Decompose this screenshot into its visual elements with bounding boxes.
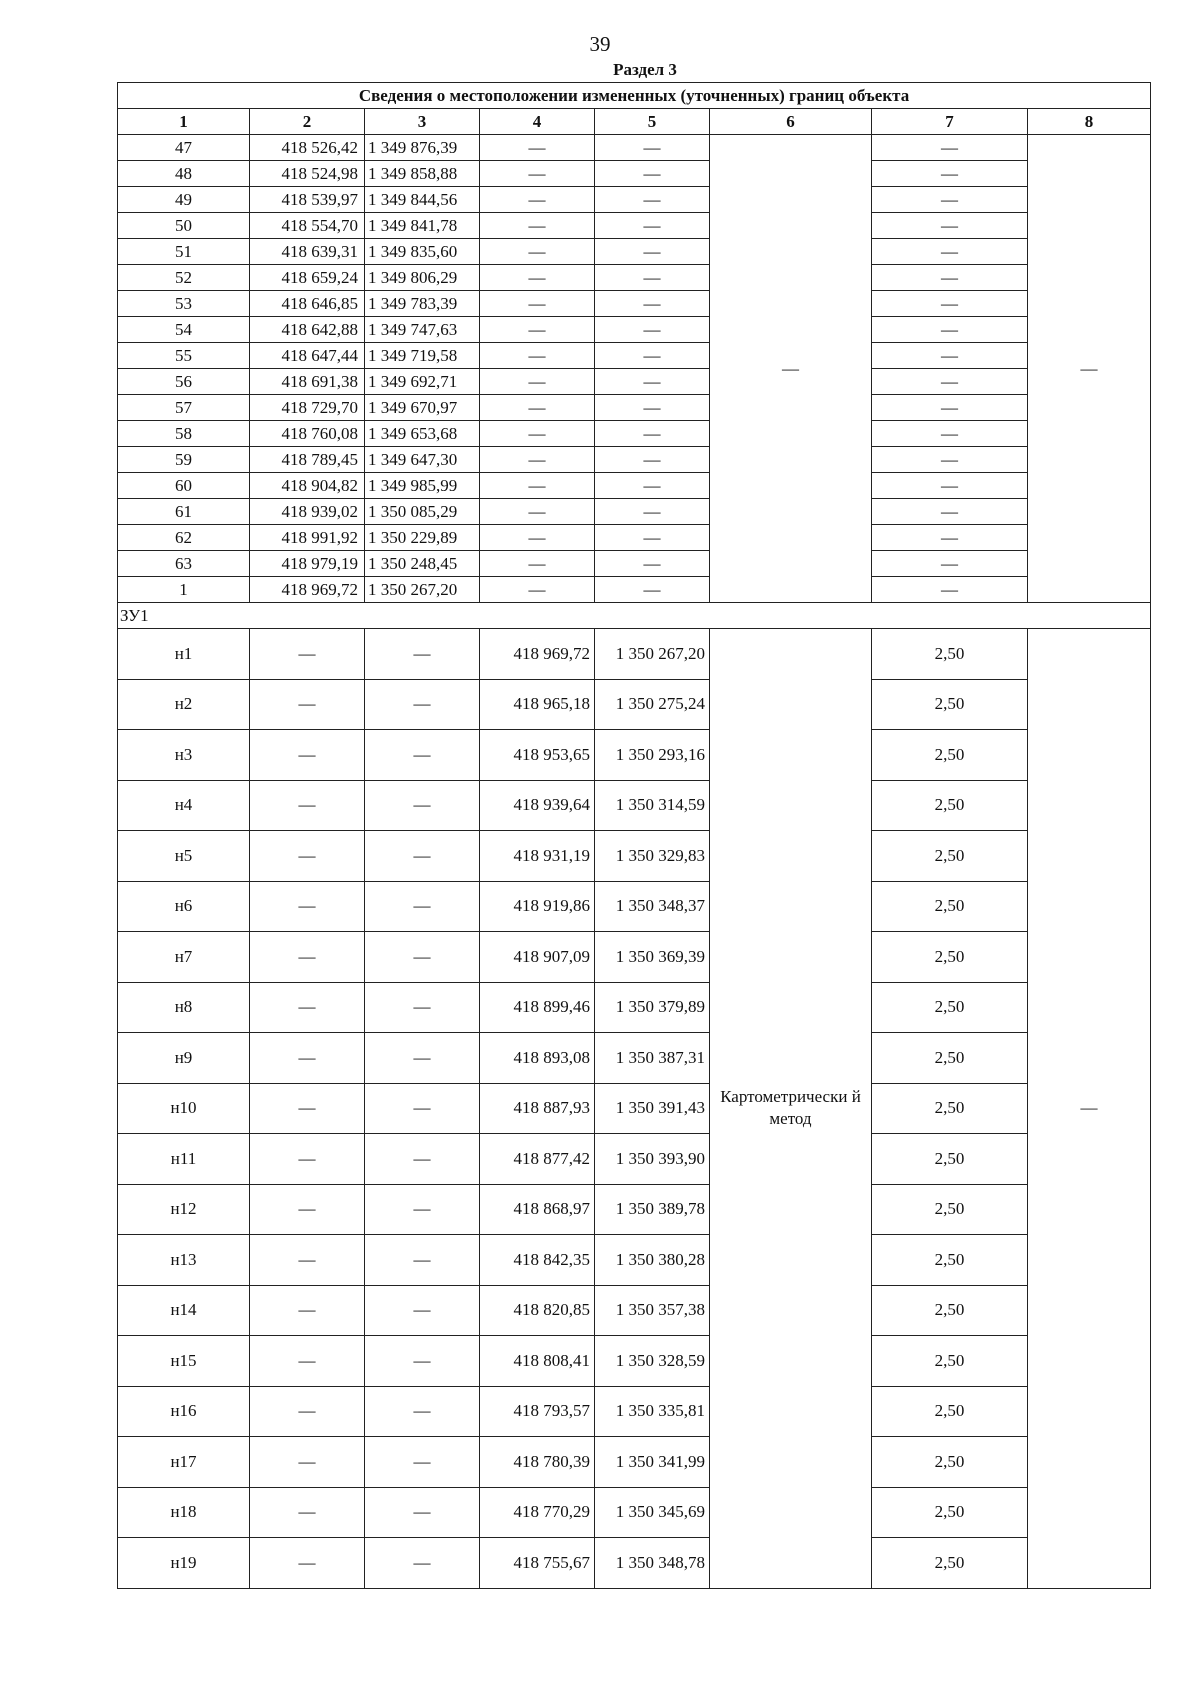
table-cell: — [365, 1033, 480, 1084]
table-cell: — [365, 679, 480, 730]
table-cell: — [250, 730, 365, 781]
column-number: 8 [1028, 109, 1151, 135]
coordinate-y: 1 350 393,90 [595, 1134, 710, 1185]
table-cell: — [365, 982, 480, 1033]
table-row [118, 291, 1151, 317]
table-cell: — [480, 421, 595, 447]
coordinate-x: 418 647,44 [250, 343, 365, 369]
table-cell: — [480, 291, 595, 317]
accuracy-cell: 2,50 [872, 1437, 1028, 1488]
point-number: 50 [118, 213, 250, 239]
table-cell: — [595, 265, 710, 291]
accuracy-cell: 2,50 [872, 1386, 1028, 1437]
point-number: 56 [118, 369, 250, 395]
accuracy-cell: 2,50 [872, 982, 1028, 1033]
table-cell: — [250, 1336, 365, 1387]
table-row [118, 629, 1151, 680]
column-number: 4 [480, 109, 595, 135]
accuracy-cell: — [872, 135, 1028, 161]
accuracy-cell: — [872, 265, 1028, 291]
boundary-table [117, 82, 1151, 1589]
point-number: н15 [118, 1336, 250, 1387]
table-cell: — [250, 1033, 365, 1084]
table-cell: — [595, 213, 710, 239]
table-cell: — [480, 135, 595, 161]
coordinate-x: 418 691,38 [250, 369, 365, 395]
point-number: 61 [118, 499, 250, 525]
point-number: н12 [118, 1184, 250, 1235]
table-cell: — [480, 473, 595, 499]
point-number: н18 [118, 1487, 250, 1538]
accuracy-cell: 2,50 [872, 730, 1028, 781]
accuracy-cell: 2,50 [872, 1184, 1028, 1235]
accuracy-cell: 2,50 [872, 1083, 1028, 1134]
table-cell: — [365, 831, 480, 882]
table-cell: — [595, 447, 710, 473]
accuracy-cell: 2,50 [872, 932, 1028, 983]
group-label-row [118, 603, 1151, 629]
coordinate-x: 418 524,98 [250, 161, 365, 187]
section-title: Раздел 3 [613, 60, 677, 79]
point-number: н1 [118, 629, 250, 680]
method-cell: — [710, 135, 872, 603]
table-cell: — [595, 577, 710, 603]
table-cell: — [595, 421, 710, 447]
table-row [118, 1184, 1151, 1235]
point-number: 52 [118, 265, 250, 291]
accuracy-cell: — [872, 317, 1028, 343]
coordinate-y: 1 349 719,58 [365, 343, 480, 369]
table-cell: — [365, 730, 480, 781]
table-cell: — [595, 551, 710, 577]
table-row [118, 982, 1151, 1033]
table-cell: — [250, 629, 365, 680]
coordinate-x: 418 969,72 [480, 629, 595, 680]
method-cell: Картометрически й метод [710, 629, 872, 1589]
point-number: 58 [118, 421, 250, 447]
coordinate-y: 1 349 841,78 [365, 213, 480, 239]
table-caption-row [118, 83, 1151, 109]
table-cell: — [250, 1083, 365, 1134]
coordinate-y: 1 349 858,88 [365, 161, 480, 187]
table-cell: — [250, 881, 365, 932]
point-number: 62 [118, 525, 250, 551]
table-cell: — [480, 187, 595, 213]
table-cell: — [250, 1285, 365, 1336]
column-number: 7 [872, 109, 1028, 135]
accuracy-cell: 2,50 [872, 1487, 1028, 1538]
table-row [118, 499, 1151, 525]
point-number: н17 [118, 1437, 250, 1488]
point-number: н4 [118, 780, 250, 831]
coordinate-x: 418 793,57 [480, 1386, 595, 1437]
point-number: 51 [118, 239, 250, 265]
accuracy-cell: — [872, 577, 1028, 603]
table-cell: — [250, 1134, 365, 1185]
accuracy-cell: 2,50 [872, 679, 1028, 730]
coordinate-x: 418 842,35 [480, 1235, 595, 1286]
coordinate-x: 418 780,39 [480, 1437, 595, 1488]
point-number: н8 [118, 982, 250, 1033]
coordinate-y: 1 350 348,78 [595, 1538, 710, 1589]
point-number: н2 [118, 679, 250, 730]
table-body [118, 83, 1151, 1589]
column-number: 6 [710, 109, 872, 135]
accuracy-cell: 2,50 [872, 1336, 1028, 1387]
column-number: 1 [118, 109, 250, 135]
accuracy-cell: — [872, 239, 1028, 265]
coordinate-y: 1 349 985,99 [365, 473, 480, 499]
accuracy-cell: — [872, 395, 1028, 421]
table-cell: — [595, 369, 710, 395]
point-number: н6 [118, 881, 250, 932]
point-number: н5 [118, 831, 250, 882]
accuracy-cell: — [872, 473, 1028, 499]
coordinate-x: 418 646,85 [250, 291, 365, 317]
coordinate-x: 418 789,45 [250, 447, 365, 473]
table-cell: — [595, 187, 710, 213]
coordinate-x: 418 953,65 [480, 730, 595, 781]
point-number: н16 [118, 1386, 250, 1437]
coordinate-y: 1 350 275,24 [595, 679, 710, 730]
column-number: 5 [595, 109, 710, 135]
table-row [118, 1083, 1151, 1134]
coordinate-x: 418 820,85 [480, 1285, 595, 1336]
accuracy-cell: — [872, 551, 1028, 577]
table-row [118, 187, 1151, 213]
point-number: н13 [118, 1235, 250, 1286]
point-number: н14 [118, 1285, 250, 1336]
point-number: 48 [118, 161, 250, 187]
accuracy-cell: — [872, 161, 1028, 187]
coordinate-y: 1 349 806,29 [365, 265, 480, 291]
table-cell: — [250, 679, 365, 730]
coordinate-y: 1 350 341,99 [595, 1437, 710, 1488]
table-cell: — [595, 499, 710, 525]
table-cell: — [595, 239, 710, 265]
table-cell: — [250, 1235, 365, 1286]
accuracy-cell: — [872, 499, 1028, 525]
table-cell: — [595, 317, 710, 343]
table-cell: — [595, 395, 710, 421]
coordinate-y: 1 350 314,59 [595, 780, 710, 831]
group-label: ЗУ1 [118, 603, 1151, 629]
table-cell: — [480, 499, 595, 525]
coordinate-y: 1 349 653,68 [365, 421, 480, 447]
coordinate-x: 418 877,42 [480, 1134, 595, 1185]
coordinate-x: 418 887,93 [480, 1083, 595, 1134]
table-cell: — [480, 161, 595, 187]
point-number: н3 [118, 730, 250, 781]
point-number: 60 [118, 473, 250, 499]
coordinate-y: 1 349 670,97 [365, 395, 480, 421]
table-cell: — [595, 135, 710, 161]
coordinate-x: 418 979,19 [250, 551, 365, 577]
table-row [118, 135, 1151, 161]
coordinate-x: 418 893,08 [480, 1033, 595, 1084]
coordinate-x: 418 991,92 [250, 525, 365, 551]
accuracy-cell: 2,50 [872, 831, 1028, 882]
point-number: н11 [118, 1134, 250, 1185]
coordinate-y: 1 349 692,71 [365, 369, 480, 395]
page-number: 39 [589, 32, 611, 56]
table-row [118, 265, 1151, 291]
coordinate-y: 1 350 391,43 [595, 1083, 710, 1134]
coordinate-y: 1 349 876,39 [365, 135, 480, 161]
table-cell: — [365, 780, 480, 831]
table-row [118, 1134, 1151, 1185]
table-row [118, 1285, 1151, 1336]
accuracy-cell: 2,50 [872, 1134, 1028, 1185]
coordinate-x: 418 526,42 [250, 135, 365, 161]
table-cell: — [250, 982, 365, 1033]
coordinate-x: 418 729,70 [250, 395, 365, 421]
table-row [118, 679, 1151, 730]
accuracy-cell: 2,50 [872, 1235, 1028, 1286]
table-cell: — [480, 577, 595, 603]
accuracy-cell: 2,50 [872, 780, 1028, 831]
table-cell: — [595, 291, 710, 317]
coordinate-y: 1 350 293,16 [595, 730, 710, 781]
table-row [118, 932, 1151, 983]
table-row [118, 213, 1151, 239]
coordinate-y: 1 350 357,38 [595, 1285, 710, 1336]
table-cell: — [595, 161, 710, 187]
table-cell: — [365, 1487, 480, 1538]
table-row [118, 161, 1151, 187]
table-cell: — [365, 1437, 480, 1488]
point-number: 63 [118, 551, 250, 577]
coordinate-y: 1 350 329,83 [595, 831, 710, 882]
coordinate-x: 418 965,18 [480, 679, 595, 730]
coordinate-y: 1 350 379,89 [595, 982, 710, 1033]
table-cell: — [365, 1083, 480, 1134]
table-cell: — [250, 1487, 365, 1538]
column-number: 3 [365, 109, 480, 135]
table-title: Сведения о местоположении измененных (уточненных) границ объекта [118, 83, 1151, 109]
coordinate-x: 418 899,46 [480, 982, 595, 1033]
point-number: 53 [118, 291, 250, 317]
table-row [118, 780, 1151, 831]
coordinate-y: 1 350 380,28 [595, 1235, 710, 1286]
coordinate-y: 1 349 747,63 [365, 317, 480, 343]
coordinate-y: 1 350 345,69 [595, 1487, 710, 1538]
coordinate-x: 418 770,29 [480, 1487, 595, 1538]
point-number: н7 [118, 932, 250, 983]
table-cell: — [480, 265, 595, 291]
point-number: 55 [118, 343, 250, 369]
table-cell: — [250, 1538, 365, 1589]
accuracy-cell: 2,50 [872, 629, 1028, 680]
coordinate-y: 1 350 229,89 [365, 525, 480, 551]
accuracy-cell: — [872, 187, 1028, 213]
coordinate-x: 418 539,97 [250, 187, 365, 213]
coordinate-x: 418 760,08 [250, 421, 365, 447]
table-row [118, 1386, 1151, 1437]
accuracy-cell: 2,50 [872, 1285, 1028, 1336]
table-cell: — [595, 473, 710, 499]
table-row [118, 525, 1151, 551]
table-cell: — [250, 932, 365, 983]
table-row [118, 1487, 1151, 1538]
point-number: 1 [118, 577, 250, 603]
coordinate-x: 418 808,41 [480, 1336, 595, 1387]
description-cell: — [1028, 629, 1151, 1589]
table-cell: — [250, 780, 365, 831]
table-row [118, 239, 1151, 265]
coordinate-y: 1 350 248,45 [365, 551, 480, 577]
point-number: н19 [118, 1538, 250, 1589]
point-number: 57 [118, 395, 250, 421]
point-number: н9 [118, 1033, 250, 1084]
point-number: 59 [118, 447, 250, 473]
table-row [118, 421, 1151, 447]
coordinate-y: 1 350 267,20 [365, 577, 480, 603]
table-cell: — [480, 551, 595, 577]
accuracy-cell: 2,50 [872, 1033, 1028, 1084]
table-row [118, 551, 1151, 577]
coordinate-x: 418 904,82 [250, 473, 365, 499]
table-cell: — [595, 525, 710, 551]
coordinate-y: 1 350 267,20 [595, 629, 710, 680]
table-cell: — [365, 1386, 480, 1437]
column-number: 2 [250, 109, 365, 135]
coordinate-x: 418 939,64 [480, 780, 595, 831]
table-cell: — [480, 343, 595, 369]
table-cell: — [365, 1235, 480, 1286]
table-row [118, 831, 1151, 882]
table-cell: — [365, 1538, 480, 1589]
coordinate-x: 418 659,24 [250, 265, 365, 291]
table-cell: — [250, 1386, 365, 1437]
table-row [118, 730, 1151, 781]
coordinate-x: 418 868,97 [480, 1184, 595, 1235]
coordinate-x: 418 919,86 [480, 881, 595, 932]
table-row [118, 369, 1151, 395]
coordinate-x: 418 639,31 [250, 239, 365, 265]
table-cell: — [250, 831, 365, 882]
coordinate-y: 1 349 647,30 [365, 447, 480, 473]
point-number: 49 [118, 187, 250, 213]
table-cell: — [365, 1184, 480, 1235]
coordinate-x: 418 554,70 [250, 213, 365, 239]
point-number: 54 [118, 317, 250, 343]
table-cell: — [365, 932, 480, 983]
table-cell: — [595, 343, 710, 369]
table-row [118, 1437, 1151, 1488]
coordinate-y: 1 350 328,59 [595, 1336, 710, 1387]
coordinate-x: 418 642,88 [250, 317, 365, 343]
table-row [118, 317, 1151, 343]
table-row [118, 1235, 1151, 1286]
table-cell: — [480, 239, 595, 265]
table-cell: — [480, 447, 595, 473]
coordinate-x: 418 931,19 [480, 831, 595, 882]
table-cell: — [365, 1285, 480, 1336]
coordinate-y: 1 350 387,31 [595, 1033, 710, 1084]
coordinate-y: 1 349 835,60 [365, 239, 480, 265]
table-cell: — [250, 1437, 365, 1488]
table-cell: — [480, 525, 595, 551]
accuracy-cell: — [872, 343, 1028, 369]
table-row [118, 1336, 1151, 1387]
table-cell: — [250, 1184, 365, 1235]
accuracy-cell: — [872, 213, 1028, 239]
accuracy-cell: — [872, 447, 1028, 473]
table-row [118, 343, 1151, 369]
accuracy-cell: — [872, 421, 1028, 447]
table-cell: — [365, 881, 480, 932]
coordinate-x: 418 907,09 [480, 932, 595, 983]
table-row [118, 447, 1151, 473]
table-cell: — [480, 213, 595, 239]
table-cell: — [365, 629, 480, 680]
column-number-row [118, 109, 1151, 135]
table-cell: — [480, 369, 595, 395]
table-row [118, 395, 1151, 421]
table-row [118, 1033, 1151, 1084]
table-cell: — [480, 395, 595, 421]
accuracy-cell: 2,50 [872, 881, 1028, 932]
coordinate-x: 418 939,02 [250, 499, 365, 525]
point-number: 47 [118, 135, 250, 161]
coordinate-y: 1 349 844,56 [365, 187, 480, 213]
table-cell: — [480, 317, 595, 343]
table-cell: — [365, 1134, 480, 1185]
accuracy-cell: — [872, 525, 1028, 551]
accuracy-cell: — [872, 291, 1028, 317]
table-row [118, 577, 1151, 603]
accuracy-cell: — [872, 369, 1028, 395]
coordinate-x: 418 755,67 [480, 1538, 595, 1589]
coordinate-x: 418 969,72 [250, 577, 365, 603]
coordinate-y: 1 350 085,29 [365, 499, 480, 525]
table-row [118, 1538, 1151, 1589]
table-cell: — [365, 1336, 480, 1387]
coordinate-y: 1 349 783,39 [365, 291, 480, 317]
coordinate-y: 1 350 369,39 [595, 932, 710, 983]
point-number: н10 [118, 1083, 250, 1134]
coordinate-y: 1 350 348,37 [595, 881, 710, 932]
table-row [118, 473, 1151, 499]
description-cell: — [1028, 135, 1151, 603]
coordinate-y: 1 350 335,81 [595, 1386, 710, 1437]
coordinate-y: 1 350 389,78 [595, 1184, 710, 1235]
table-row [118, 881, 1151, 932]
accuracy-cell: 2,50 [872, 1538, 1028, 1589]
